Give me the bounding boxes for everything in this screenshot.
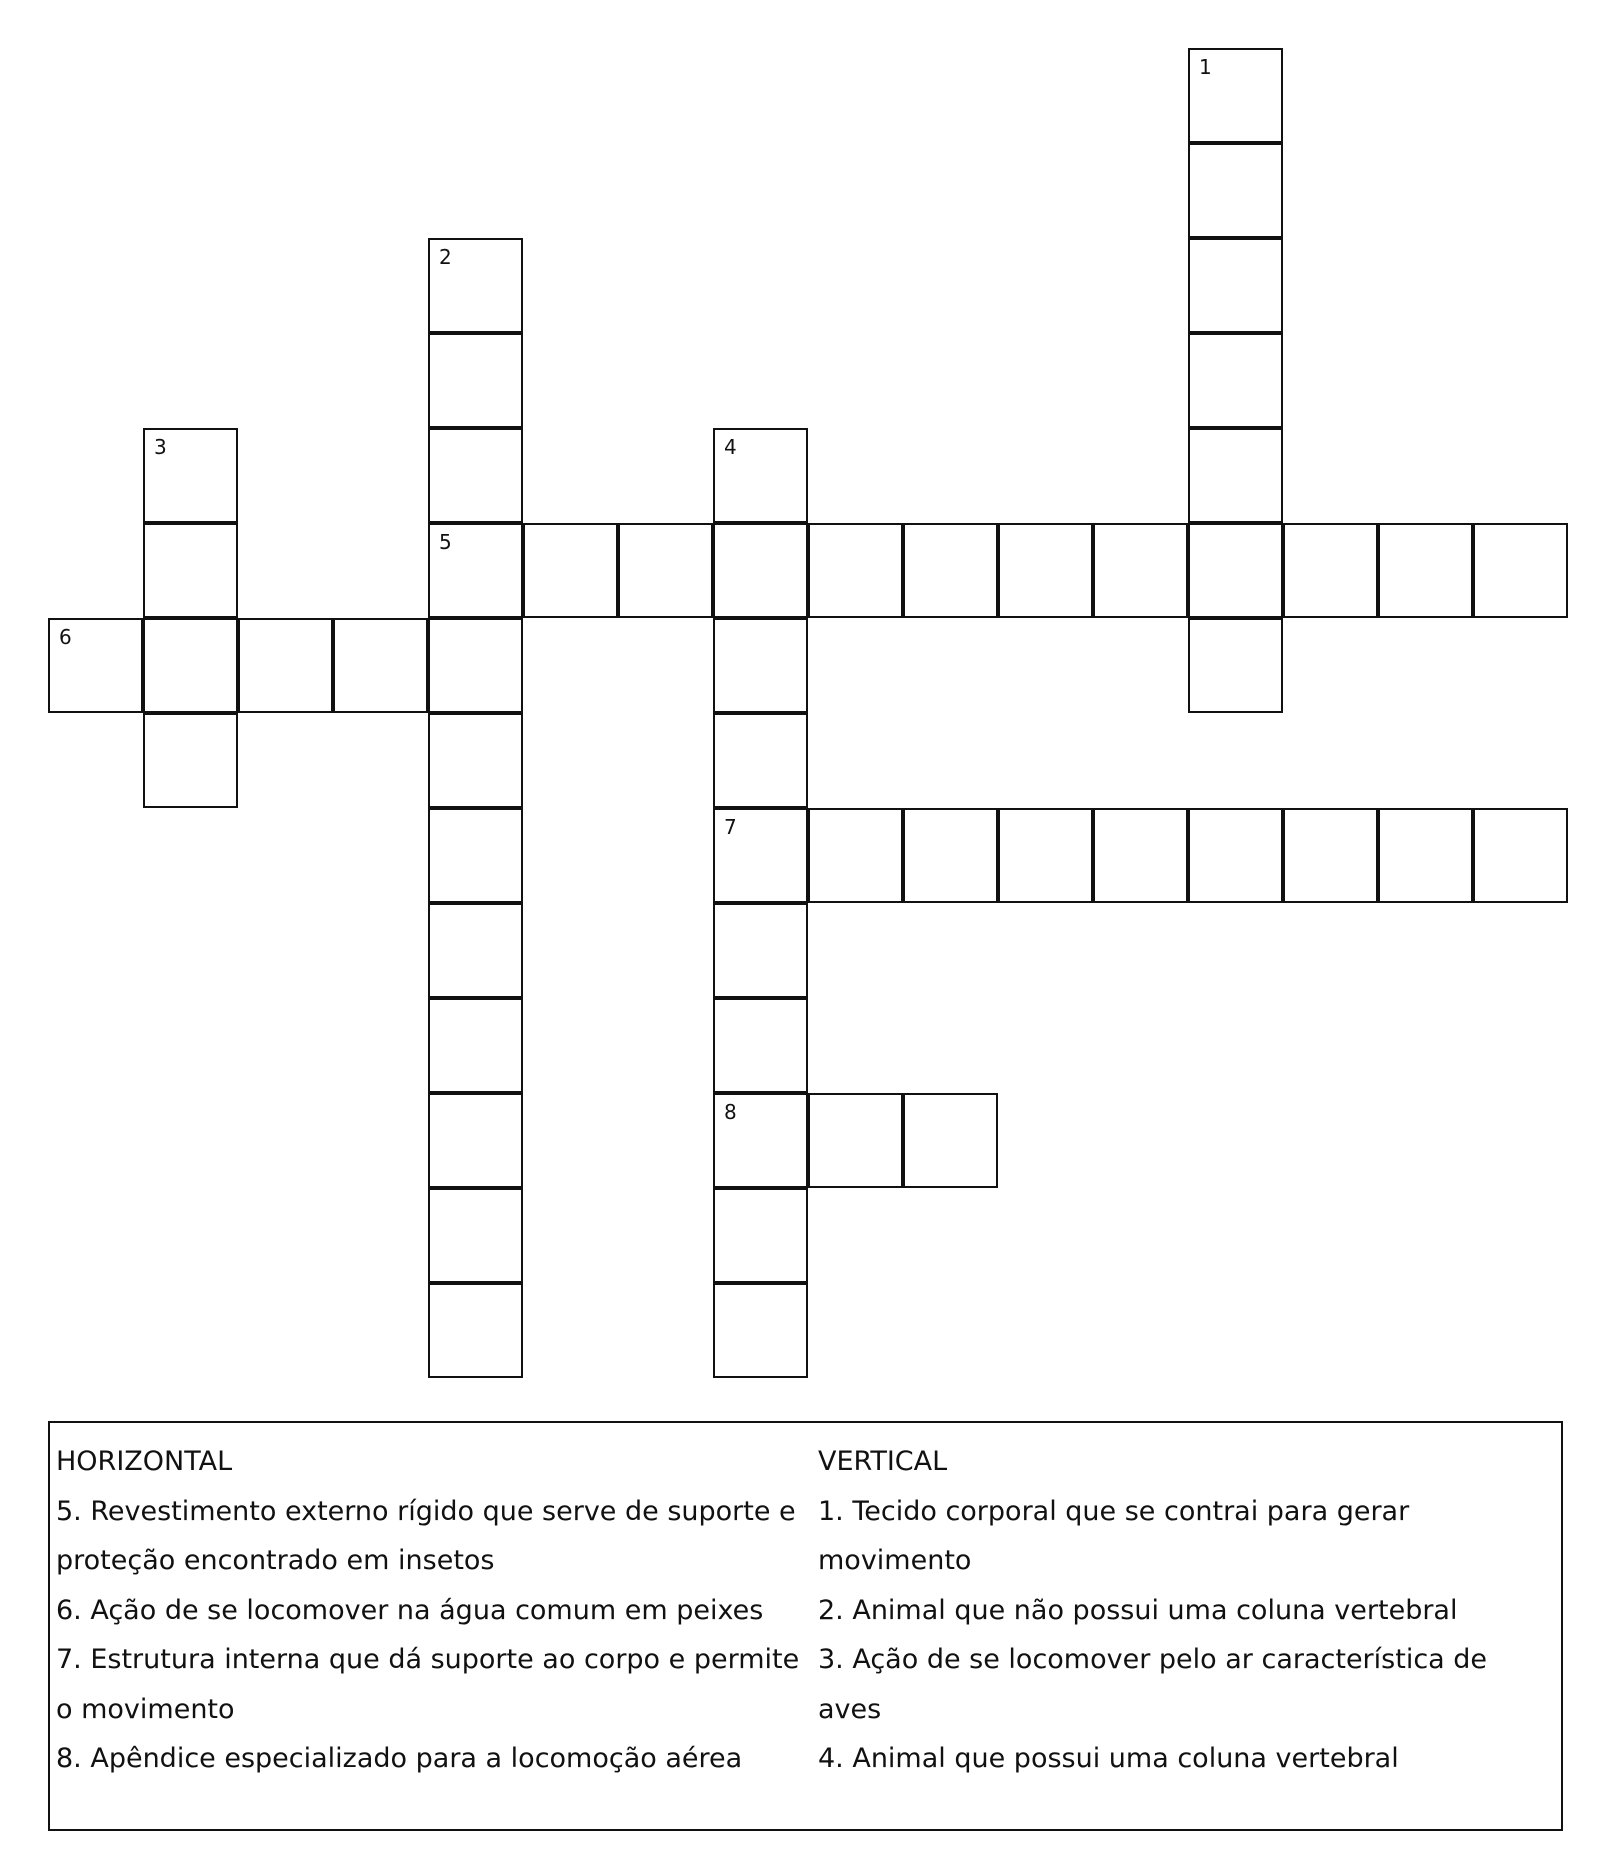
- grid-cell[interactable]: [143, 618, 238, 713]
- grid-cell[interactable]: [1093, 523, 1188, 618]
- letter-input[interactable]: [1190, 50, 1281, 141]
- letter-input[interactable]: [620, 525, 711, 616]
- grid-cell[interactable]: [1188, 618, 1283, 713]
- grid-cell[interactable]: [428, 998, 523, 1093]
- grid-cell[interactable]: [903, 808, 998, 903]
- grid-cell[interactable]: [713, 713, 808, 808]
- letter-input[interactable]: [430, 620, 521, 711]
- letter-input[interactable]: [335, 620, 426, 711]
- letter-input[interactable]: [525, 525, 616, 616]
- letter-input[interactable]: [1380, 810, 1471, 901]
- horizontal-clue-8: 8. Apêndice especializado para a locomoção aérea: [56, 1743, 743, 1774]
- grid-cell[interactable]: [713, 428, 808, 523]
- grid-cell[interactable]: [428, 428, 523, 523]
- vertical-heading: VERTICAL: [818, 1446, 948, 1477]
- clue-number: 3: [154, 435, 167, 459]
- letter-input[interactable]: [905, 525, 996, 616]
- grid-cell[interactable]: [428, 238, 523, 333]
- letter-input[interactable]: [430, 1285, 521, 1376]
- horizontal-clue-6: 6. Ação de se locomover na água comum em peixes: [56, 1594, 764, 1626]
- grid-cell[interactable]: [333, 618, 428, 713]
- letter-input[interactable]: [1190, 525, 1281, 616]
- grid-cell[interactable]: [428, 333, 523, 428]
- horizontal-clue-5: 5. Revestimento externo rígido que serve de suporte e proteção encontrado em insetos: [56, 1495, 796, 1576]
- letter-input[interactable]: [715, 430, 806, 521]
- letter-input[interactable]: [430, 905, 521, 996]
- letter-input[interactable]: [1190, 620, 1281, 711]
- grid-cell[interactable]: [428, 618, 523, 713]
- letter-input[interactable]: [50, 620, 141, 711]
- clue-number: 5: [439, 530, 452, 554]
- grid-cell[interactable]: [713, 1093, 808, 1188]
- vertical-clue-4: 4. Animal que possui uma coluna vertebral: [818, 1743, 1399, 1774]
- grid-cell[interactable]: [1473, 808, 1568, 903]
- grid-cell[interactable]: [143, 428, 238, 523]
- grid-cell[interactable]: [713, 1283, 808, 1378]
- letter-input[interactable]: [145, 715, 236, 806]
- clues-vertical-column: [818, 1437, 1555, 1829]
- grid-cell[interactable]: [998, 523, 1093, 618]
- grid-cell[interactable]: [1188, 333, 1283, 428]
- clue-number: 4: [724, 435, 737, 459]
- grid-cell[interactable]: [618, 523, 713, 618]
- horizontal-clue-7: 7. Estrutura interna que dá suporte ao corpo e permite o movimento: [56, 1644, 800, 1725]
- letter-input[interactable]: [145, 620, 236, 711]
- grid-cell[interactable]: [808, 1093, 903, 1188]
- letter-input[interactable]: [1095, 810, 1186, 901]
- clue-number: 7: [724, 815, 737, 839]
- letter-input[interactable]: [715, 1190, 806, 1281]
- letter-input[interactable]: [430, 1190, 521, 1281]
- grid-cell[interactable]: [808, 523, 903, 618]
- letter-input[interactable]: [240, 620, 331, 711]
- grid-cell[interactable]: [713, 523, 808, 618]
- grid-cell[interactable]: [48, 618, 143, 713]
- letter-input[interactable]: [715, 715, 806, 806]
- letter-input[interactable]: [1190, 335, 1281, 426]
- letter-input[interactable]: [430, 525, 521, 616]
- grid-cell[interactable]: [713, 1188, 808, 1283]
- horizontal-heading: HORIZONTAL: [56, 1446, 233, 1477]
- grid-cell[interactable]: [1473, 523, 1568, 618]
- letter-input[interactable]: [810, 1095, 901, 1186]
- letter-input[interactable]: [715, 1000, 806, 1091]
- clue-number: 8: [724, 1100, 737, 1124]
- letter-input[interactable]: [430, 1095, 521, 1186]
- letter-input[interactable]: [715, 620, 806, 711]
- letter-input[interactable]: [1380, 525, 1471, 616]
- letter-input[interactable]: [430, 1000, 521, 1091]
- grid-cell[interactable]: [998, 808, 1093, 903]
- letter-input[interactable]: [810, 810, 901, 901]
- grid-cell[interactable]: [428, 523, 523, 618]
- letter-input[interactable]: [715, 905, 806, 996]
- letter-input[interactable]: [810, 525, 901, 616]
- letter-input[interactable]: [1000, 525, 1091, 616]
- clues-horizontal-column: [56, 1437, 818, 1829]
- grid-cell[interactable]: [1188, 238, 1283, 333]
- grid-cell[interactable]: [1283, 523, 1378, 618]
- vertical-clue-3: 3. Ação de se locomover pelo ar característica de aves: [818, 1644, 1488, 1725]
- letter-input[interactable]: [1285, 525, 1376, 616]
- grid-cell[interactable]: [903, 1093, 998, 1188]
- grid-cell[interactable]: [1378, 808, 1473, 903]
- letter-input[interactable]: [145, 525, 236, 616]
- grid-cell[interactable]: [1188, 808, 1283, 903]
- grid-cell[interactable]: [143, 713, 238, 808]
- letter-input[interactable]: [1000, 810, 1091, 901]
- letter-input[interactable]: [715, 1285, 806, 1376]
- grid-cell[interactable]: [1188, 523, 1283, 618]
- grid-cell[interactable]: [713, 808, 808, 903]
- letter-input[interactable]: [1190, 240, 1281, 331]
- grid-cell[interactable]: [238, 618, 333, 713]
- grid-cell[interactable]: [428, 1283, 523, 1378]
- grid-cell[interactable]: [1188, 143, 1283, 238]
- vertical-clue-1: 1. Tecido corporal que se contrai para gerar movimento: [818, 1495, 1410, 1576]
- grid-cell[interactable]: [713, 998, 808, 1093]
- clue-number: 6: [59, 625, 72, 649]
- grid-cell[interactable]: [713, 618, 808, 713]
- grid-cell[interactable]: [1093, 808, 1188, 903]
- letter-input[interactable]: [715, 525, 806, 616]
- letter-input[interactable]: [715, 1095, 806, 1186]
- grid-cell[interactable]: [1188, 428, 1283, 523]
- letter-input[interactable]: [905, 1095, 996, 1186]
- letter-input[interactable]: [430, 240, 521, 331]
- grid-cell[interactable]: [428, 1093, 523, 1188]
- letter-input[interactable]: [1475, 810, 1566, 901]
- letter-input[interactable]: [430, 430, 521, 521]
- letter-input[interactable]: [1285, 810, 1376, 901]
- grid-cell[interactable]: [713, 903, 808, 998]
- letter-input[interactable]: [1475, 525, 1566, 616]
- letter-input[interactable]: [1190, 145, 1281, 236]
- grid-cell[interactable]: [428, 808, 523, 903]
- clues-box: [48, 1421, 1563, 1831]
- letter-input[interactable]: [1190, 810, 1281, 901]
- letter-input[interactable]: [715, 810, 806, 901]
- letter-input[interactable]: [1095, 525, 1186, 616]
- letter-input[interactable]: [905, 810, 996, 901]
- grid-cell[interactable]: [1188, 48, 1283, 143]
- letter-input[interactable]: [430, 715, 521, 806]
- grid-cell[interactable]: [1283, 808, 1378, 903]
- grid-cell[interactable]: [428, 1188, 523, 1283]
- grid-cell[interactable]: [1378, 523, 1473, 618]
- grid-cell[interactable]: [903, 523, 998, 618]
- letter-input[interactable]: [430, 810, 521, 901]
- grid-cell[interactable]: [428, 903, 523, 998]
- vertical-clue-2: 2. Animal que não possui uma coluna vertebral: [818, 1594, 1458, 1626]
- letter-input[interactable]: [430, 335, 521, 426]
- grid-cell[interactable]: [523, 523, 618, 618]
- letter-input[interactable]: [1190, 430, 1281, 521]
- grid-cell[interactable]: [808, 808, 903, 903]
- grid-cell[interactable]: [143, 523, 238, 618]
- clue-number: 1: [1199, 55, 1212, 79]
- clue-number: 2: [439, 245, 452, 269]
- letter-input[interactable]: [145, 430, 236, 521]
- grid-cell[interactable]: [428, 713, 523, 808]
